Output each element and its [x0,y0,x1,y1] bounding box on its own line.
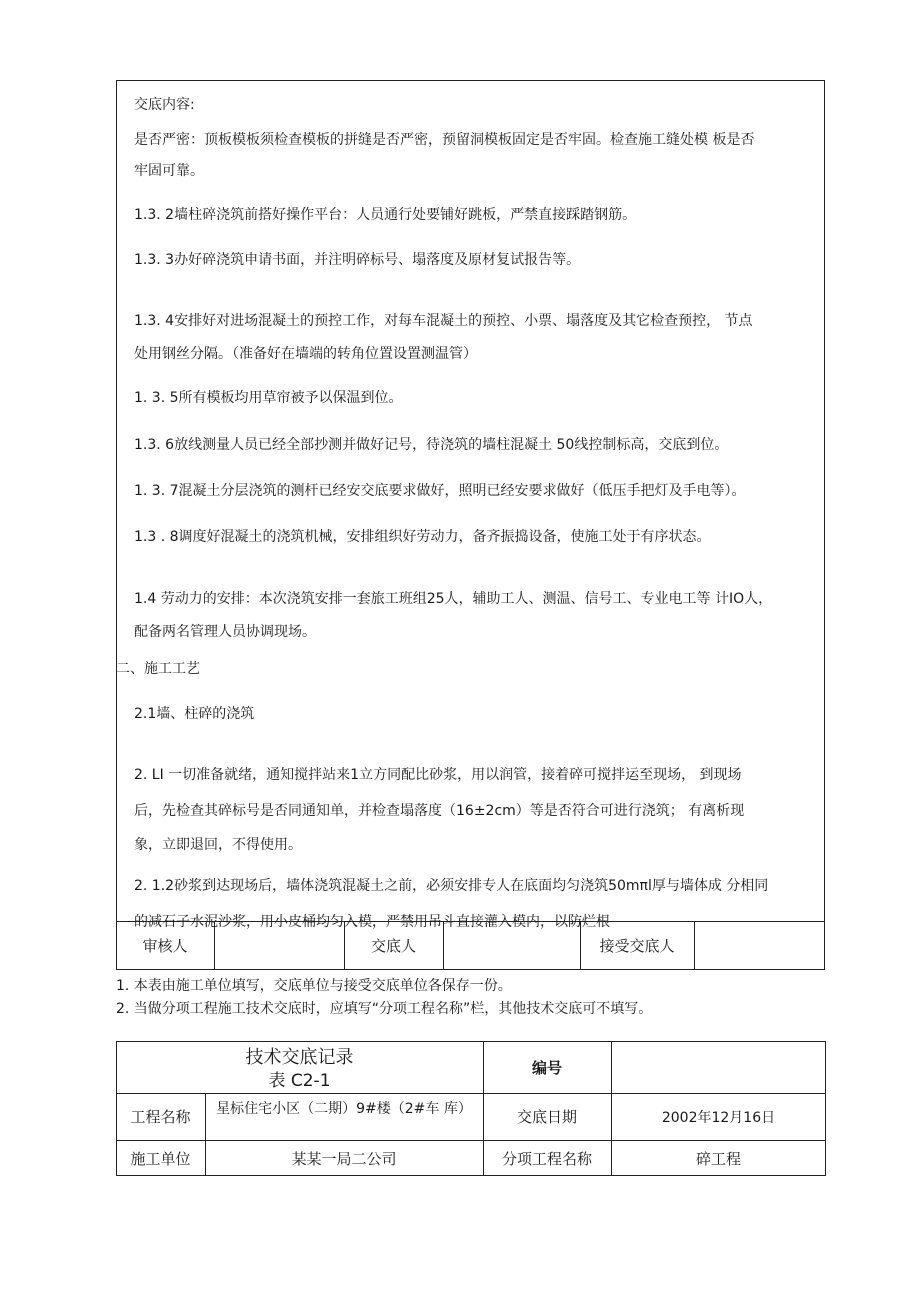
content-line: 后，先检查其碎标号是否同通知单，并检查塌落度（16±2cm）等是否符合可进行浇筑； 有离析现 [134,803,745,819]
content-line: 处用钢丝分隔。（准备好在墙端的转角位置设置测温管） [134,346,477,362]
project-name-value: 星标住宅小区（二期）9#楼（2#车 库） [216,1101,472,1117]
serial-number-label: 编号 [531,1058,562,1077]
project-name-label: 工程名称 [130,1108,191,1126]
content-line: 2. 1.2砂浆到达现场后，墙体浇筑混凝土之前，必须安排专人在底面均匀浇筑50mπl厚与墙体成 分相同 [134,878,769,894]
disclosure-date-value: 2002年12月16日 [661,1109,776,1126]
subproject-name-value: 碎工程 [695,1149,741,1168]
content-line: 1.3. 2墙柱碎浇筑前搭好操作平台：人员通行处要铺好跳板，严禁直接踩踏钢筋。 [134,207,637,223]
construction-unit-value: 某某一局二公司 [291,1149,397,1168]
discloser-field[interactable] [443,921,580,970]
content-line: 1.3. 6放线测量人员已经全部抄测并做好记号，待浇筑的墙柱混凝土 50线控制标高，交底到位。 [134,437,729,453]
content-line: 1. 3. 5所有模板均用草帘被予以保温到位。 [134,390,403,406]
section-heading: 二、施工工艺 [116,661,200,677]
form-title: 技术交底记录 [245,1046,354,1068]
note-1: 1. 本表由施工单位填写，交底单位与接受交底单位各保存一份。 [116,978,512,994]
content-line: 牢固可靠。 [134,163,204,179]
disclosure-content [116,80,825,930]
disclosure-date-label: 交底日期 [516,1108,577,1126]
reviewer-label: 审核人 [142,937,188,955]
subproject-name-label: 分项工程名称 [501,1149,592,1168]
content-line: 1.4 劳动力的安排：本次浇筑安排一套旅工班组25人，辅助工人、测温、信号工、专业电工等 计IO人， [134,591,773,607]
form-number: 表 C2-1 [268,1070,331,1091]
content-line: 2. LI 一切准备就绪，通知搅拌站来1立方同配比砂浆，用以润管，接着碎可搅拌运至现场， 到现场 [134,767,742,783]
content-heading: 交底内容: [134,97,195,113]
note-2: 2. 当做分项工程施工技术交底时，应填写“分项工程名称”栏，其他技术交底可不填写。 [116,1001,653,1017]
receiver-field[interactable] [694,921,825,970]
content-line: 1. 3. 7混凝土分层浇筑的测杆已经安交底要求做好，照明已经安要求做好（低压手把灯及手电等）。 [134,483,746,499]
content-line: 配备两名管理人员协调现场。 [134,624,316,640]
content-line: 1.3. 3办好碎浇筑申请书面，并注明碎标号、塌落度及原材复试报告等。 [134,252,581,268]
content-line: 的减石子水泥沙浆，用小皮桶均匀入模，严禁用吊斗直接灌入模内，以防烂根 [134,914,610,930]
content-line: 1.3. 4安排好对进场混凝土的预控工作，对每车混凝土的预控、小票、塌落度及其它检查预控， 节点 [134,313,753,329]
receiver-label: 接受交底人 [599,937,675,955]
content-line: 象，立即退回，不得使用。 [134,837,302,853]
content-line: 1.3 . 8调度好混凝土的浇筑机械，安排组织好劳动力，备齐振捣设备，使施工处于有序状态。 [134,529,711,545]
content-line: 是否严密：顶板模板须检查模板的拼缝是否严密，预留洞模板固定是否牢固。检查施工缝处模 板是否 [134,132,755,148]
discloser-label: 交底人 [370,937,416,955]
construction-unit-label: 施工单位 [130,1149,191,1168]
serial-number-field[interactable] [611,1041,826,1093]
reviewer-field[interactable] [214,921,344,970]
content-line: 2.1墙、柱碎的浇筑 [134,706,255,722]
